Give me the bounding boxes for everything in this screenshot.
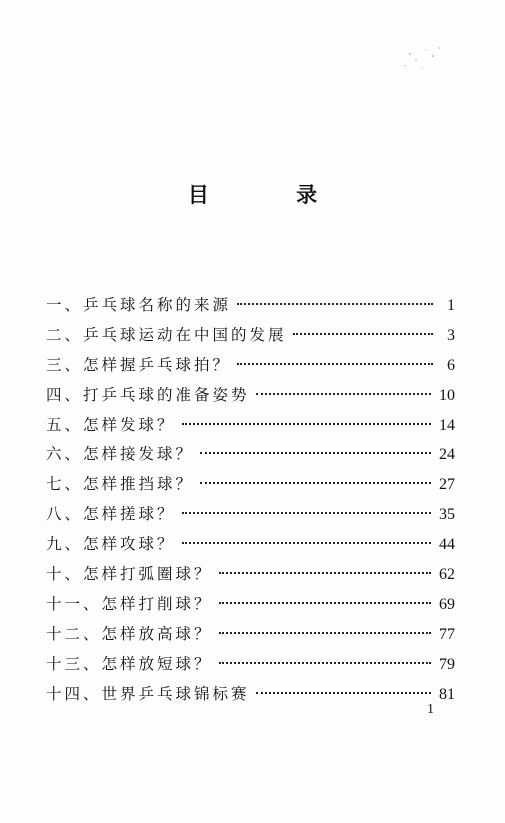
- toc-entry-page: 10: [439, 386, 455, 404]
- dot-leader: [219, 632, 431, 634]
- toc-entry-label: 一、乒乓球名称的来源: [46, 296, 232, 314]
- toc-entry-page: 6: [447, 356, 455, 374]
- page-title: 目 录: [187, 183, 358, 207]
- dot-leader: [219, 662, 431, 664]
- toc-entry[interactable]: [46, 590, 455, 620]
- toc-entry-label: 五、怎样发球？: [46, 415, 176, 434]
- toc-entry-page: 27: [439, 476, 455, 494]
- toc-entry[interactable]: [46, 291, 455, 321]
- toc-entry-label: 十、怎样打弧圈球？: [46, 565, 213, 584]
- dot-leader: [182, 542, 431, 544]
- dot-leader: [237, 303, 433, 305]
- toc-entry[interactable]: [46, 530, 455, 560]
- dot-leader: [219, 572, 431, 574]
- toc-entry-label: 二、乒乓球运动在中国的发展: [46, 325, 287, 344]
- toc-entry-page: 1: [447, 297, 455, 314]
- toc-entry-label: 三、怎样握乒乓球拍？: [46, 355, 232, 374]
- toc-entry-label: 十四、世界乒乓球锦标赛: [46, 684, 250, 703]
- toc-entry-page: 81: [439, 685, 455, 703]
- dot-leader: [219, 602, 431, 604]
- toc-entry[interactable]: [46, 321, 455, 351]
- toc-entry[interactable]: [46, 381, 455, 411]
- toc-entry-label: 十二、怎样放高球？: [46, 624, 213, 643]
- toc-entry-page: 62: [439, 566, 455, 584]
- dot-leader: [256, 692, 431, 694]
- toc-entry-page: 44: [439, 536, 455, 554]
- toc-entry-page: 77: [439, 625, 455, 643]
- toc-entry-label: 十三、怎样放短球？: [46, 654, 213, 673]
- dot-leader: [182, 512, 431, 514]
- toc-entry[interactable]: [46, 680, 455, 710]
- toc-entry-page: 14: [439, 416, 455, 434]
- toc-entry-label: 六、怎样接发球？: [46, 445, 195, 464]
- scan-specks: [396, 44, 456, 74]
- toc-entry[interactable]: [46, 620, 455, 650]
- toc-entry-page: 35: [439, 506, 455, 524]
- dot-leader: [237, 363, 433, 365]
- toc-entry[interactable]: [46, 351, 455, 381]
- toc-entry[interactable]: [46, 411, 455, 441]
- toc-entry[interactable]: [46, 470, 455, 500]
- toc-entry-page: 69: [439, 595, 455, 613]
- dot-leader: [256, 393, 431, 395]
- dot-leader: [182, 423, 431, 425]
- toc-entry-page: 3: [447, 326, 455, 344]
- page-number: 1: [427, 702, 434, 717]
- toc-entry-label: 八、怎样搓球？: [46, 505, 176, 524]
- toc-entry-label: 十一、怎样打削球？: [46, 594, 213, 613]
- toc-entry[interactable]: [46, 440, 455, 470]
- toc-entry-label: 七、怎样推挡球？: [46, 475, 195, 494]
- toc-entry-page: 79: [439, 655, 455, 673]
- table-of-contents: [46, 291, 455, 709]
- dot-leader: [200, 452, 431, 454]
- toc-entry[interactable]: [46, 500, 455, 530]
- toc-entry[interactable]: [46, 650, 455, 680]
- toc-entry[interactable]: [46, 560, 455, 590]
- dot-leader: [200, 482, 431, 484]
- toc-entry-label: 九、怎样攻球？: [46, 535, 176, 554]
- toc-entry-page: 24: [439, 446, 455, 464]
- toc-entry-label: 四、打乒乓球的准备姿势: [46, 385, 250, 404]
- dot-leader: [293, 333, 433, 335]
